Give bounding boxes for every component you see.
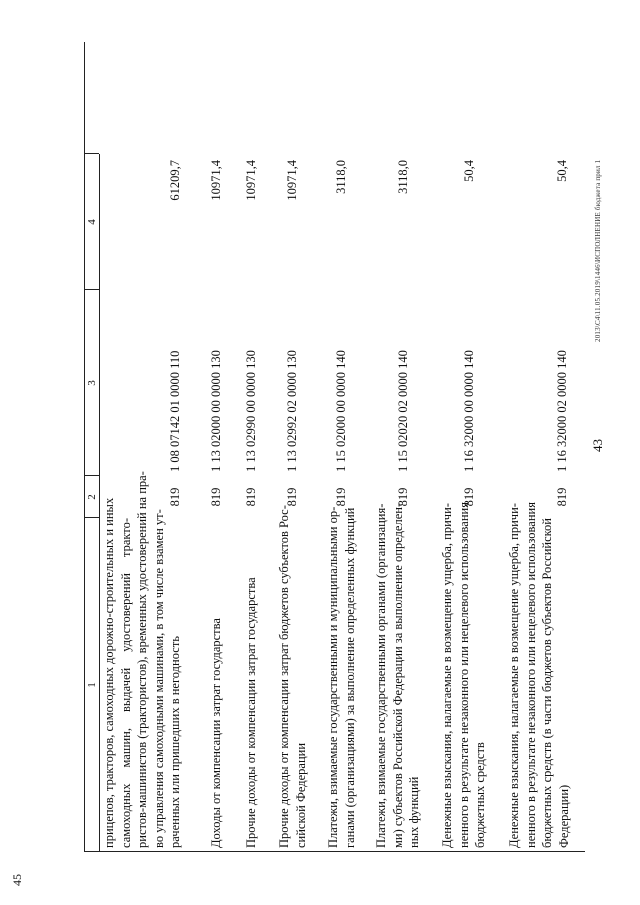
row-name-line: ристов-машинистов (трактористов), временных удостоверений на пра- bbox=[135, 471, 149, 848]
row-name-line: ми) субъектов Российской Федерации за выполнение определен- bbox=[390, 502, 405, 848]
row-budget-code: 1 15 02000 00 0000 140 bbox=[334, 350, 348, 472]
row-name-line: Прочие доходы от компенсации затрат бюджетов субъектов Рос- bbox=[277, 505, 291, 848]
column-header-2: 2 bbox=[85, 476, 100, 518]
row-name-line: ганами (организациями) за выполнение определенных функций bbox=[342, 507, 357, 848]
row-admin-code: 819 bbox=[244, 487, 258, 507]
row-name-line: ненного в результате незаконного или нецелевого использования bbox=[523, 502, 538, 848]
corner-sheet-number: 45 bbox=[10, 874, 24, 886]
row-admin-code: 819 bbox=[396, 487, 410, 507]
row-name-line: сийской Федерации bbox=[293, 742, 308, 848]
row-amount: 3118,0 bbox=[334, 160, 348, 194]
row-name-line: самоходных машин, выдачей удостоверений тракто- bbox=[118, 518, 133, 848]
row-budget-code: 1 08 07142 01 0000 110 bbox=[168, 350, 182, 472]
row-name-line: бюджетных средств bbox=[473, 742, 487, 848]
row-amount: 3118,0 bbox=[396, 160, 410, 194]
row-name bbox=[325, 506, 358, 848]
row-name bbox=[506, 502, 572, 848]
row-budget-code: 1 15 02020 02 0000 140 bbox=[396, 350, 410, 472]
row-budget-code: 1 16 32000 02 0000 140 bbox=[555, 350, 569, 472]
row-amount: 50,4 bbox=[462, 160, 476, 182]
row-amount: 61209,7 bbox=[168, 160, 182, 201]
row-name-line: Денежные взыскания, налагаемые в возмещение ущерба, причи- bbox=[507, 503, 521, 848]
row-admin-code: 819 bbox=[168, 487, 182, 507]
row-budget-code: 1 13 02000 00 0000 130 bbox=[209, 350, 223, 472]
column-divider bbox=[85, 289, 99, 290]
row-amount: 10971,4 bbox=[244, 160, 258, 201]
page-number: 43 bbox=[590, 439, 605, 452]
row-name-line: во управления самоходными машинами, в том числе взамен ут- bbox=[151, 509, 166, 848]
column-divider bbox=[85, 153, 99, 154]
column-header-3: 3 bbox=[85, 290, 100, 476]
row-budget-code: 1 13 02990 00 0000 130 bbox=[244, 350, 258, 472]
row-name bbox=[243, 518, 260, 848]
footer-file-code: 2013\C4\11.05.2019\1446\ИСПОЛНЕНИЕ бюджета прил 1 bbox=[594, 159, 602, 342]
row-admin-code: 819 bbox=[334, 487, 348, 507]
row-budget-code: 1 13 02992 02 0000 130 bbox=[285, 350, 299, 472]
row-amount: 10971,4 bbox=[285, 160, 299, 201]
row-name bbox=[439, 502, 489, 848]
table-border-left bbox=[85, 851, 585, 852]
row-name-line: Платежи, взимаемые государственными органами (организация- bbox=[374, 503, 388, 848]
row-name-line: раченных или пришедших в негодность bbox=[168, 635, 182, 848]
column-header-1: 1 bbox=[85, 518, 100, 852]
rotated-content bbox=[84, 42, 619, 852]
row-name bbox=[276, 505, 309, 848]
column-divider bbox=[85, 475, 99, 476]
row-admin-code: 819 bbox=[209, 487, 223, 507]
row-admin-code: 819 bbox=[285, 487, 299, 507]
row-name-line: Прочие доходы от компенсации затрат государства bbox=[244, 577, 258, 848]
row-name-line: Доходы от компенсации затрат государства bbox=[209, 618, 223, 848]
row-name bbox=[373, 502, 423, 848]
row-admin-code: 819 bbox=[555, 487, 569, 507]
row-name-line: Денежные взыскания, налагаемые в возмещение ущерба, причи- bbox=[440, 503, 454, 848]
row-admin-code: 819 bbox=[462, 487, 476, 507]
column-header-4: 4 bbox=[85, 154, 100, 290]
row-name-line: бюджетных средств (в части бюджетов субъектов Российской bbox=[540, 518, 554, 848]
row-name-line: ных функций bbox=[407, 776, 421, 848]
row-name-line: Платежи, взимаемые государственными и муниципальными ор- bbox=[326, 506, 340, 848]
revenue-table bbox=[84, 42, 585, 852]
row-name-line: ненного в результате незаконного или нецелевого использования bbox=[456, 502, 471, 848]
row-budget-code: 1 16 32000 00 0000 140 bbox=[462, 350, 476, 472]
row-name bbox=[208, 518, 225, 848]
row-name-line: Федерации) bbox=[556, 784, 571, 848]
row-amount: 50,4 bbox=[555, 160, 569, 182]
row-name-line: прицепов, тракторов, самоходных дорожно-строительных и иных bbox=[102, 497, 116, 848]
row-amount: 10971,4 bbox=[209, 160, 223, 201]
column-divider bbox=[85, 517, 99, 518]
